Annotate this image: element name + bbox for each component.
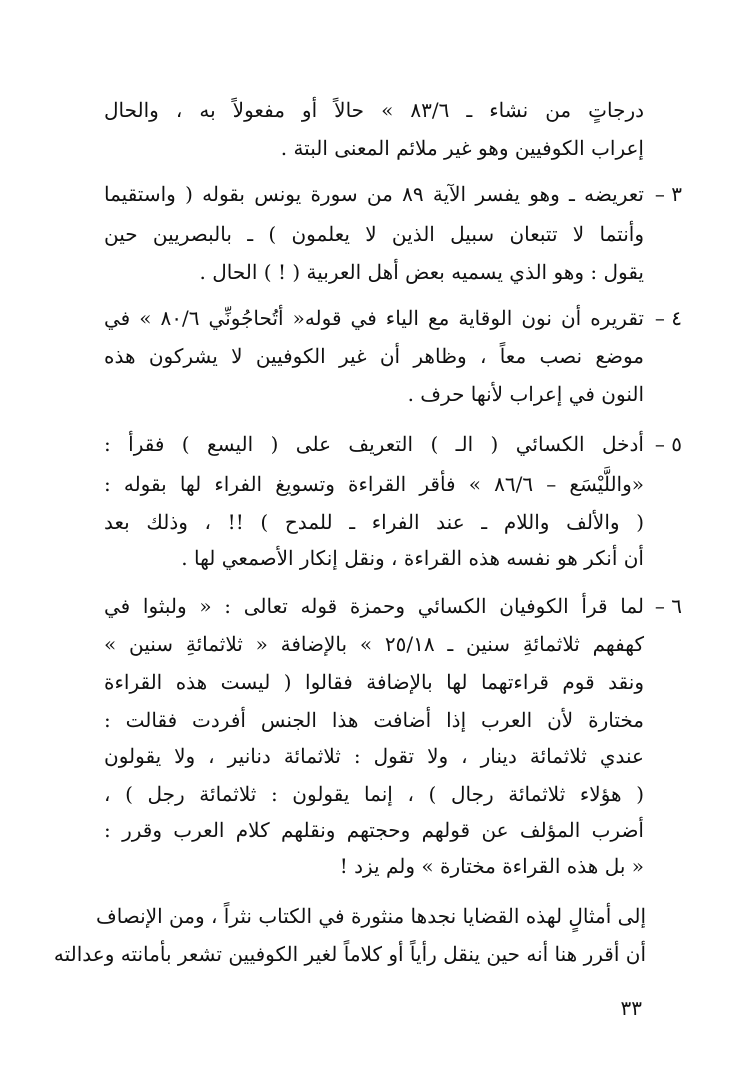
item-6-line-3: ونقد قوم قراءتهما لها بالإضافة فقالوا ( ليست هذه القراءة xyxy=(104,670,645,694)
item-3-line-1: تعريضه ـ وهو يفسر الآية ٨٩ من سورة يونس بقوله ( واستقيما xyxy=(104,182,644,206)
item-4-line-2: موضع نصب معاً ، وظاهر أن غير الكوفيين لا يشركون هذه xyxy=(104,344,644,368)
intro-line-2: إعراب الكوفيين وهو غير ملائم المعنى البتة . xyxy=(280,136,644,160)
item-5-number: ٥ – xyxy=(654,432,682,456)
item-6-number: ٦ – xyxy=(654,594,682,618)
item-3-line-2: وأنتما لا تتبعان سبيل الذين لا يعلمون ) ـ بالبصريين حين xyxy=(104,222,644,246)
item-6-line-5: عندي ثلاثمائة دينار ، ولا تقول : ثلاثمائة دنانير ، ولا يقولون xyxy=(104,744,644,768)
intro-line-1: درجاتٍ من نشاء ـ ٨٣/٦ » حالاً أو مفعولاً به ، والحال xyxy=(104,98,645,122)
item-6-line-8: « بل هذه القراءة مختارة » ولم يزد ! xyxy=(339,854,644,878)
item-4-line-3: النون في إعراب لأنها حرف . xyxy=(407,382,644,406)
page-number: ٣٣ xyxy=(620,996,642,1020)
item-5-line-4: أن أنكر هو نفسه هذه القراءة ، ونقل إنكار الأصمعي لها . xyxy=(181,546,644,570)
item-4-line-1: تقريره أن نون الوقاية مع الياء في قوله« أتُحاجُونِّي ٨٠/٦ » في xyxy=(104,306,645,330)
item-6-line-7: أضرب المؤلف عن قولهم وحجتهم ونقلهم كلام العرب وقرر : xyxy=(104,818,644,842)
item-5-line-1: أدخل الكسائي ( الـ ) التعريف على ( اليسع ) فقرأ : xyxy=(104,432,644,456)
item-6-line-2: كهفهم ثلاثمائةِ سنين ـ ٢٥/١٨ » بالإضافة « ثلاثمائةِ سنين » xyxy=(104,632,644,656)
closing-line-1: إلى أمثالٍ لهذه القضايا نجدها منثورة في الكتاب نثراً ، ومن الإنصاف xyxy=(95,904,646,928)
item-3-number: ٣ – xyxy=(654,182,682,206)
item-6-line-4: مختارة لأن العرب إذا أضافت هذا الجنس أفردت فقالت : xyxy=(104,708,644,732)
item-5-line-3: ( والألف واللام ـ عند الفراء ـ للمدح ) !! ، وذلك بعد xyxy=(104,510,644,534)
item-5-line-2: «واللَّيْسَع – ٨٦/٦ » فأقر القراءة وتسويغ الفراء لها بقوله : xyxy=(104,472,645,496)
item-3-line-3: يقول : وهو الذي يسميه بعض أهل العربية ( ! ) الحال . xyxy=(199,260,644,284)
closing-line-2: أن أقرر هنا أنه حين ينقل رأياً أو كلاماً لغير الكوفيين تشعر بأمانته وعدالته xyxy=(53,942,646,966)
item-6-line-1: لما قرأ الكوفيان الكسائي وحمزة قوله تعالى : « ولبثوا في xyxy=(104,594,644,618)
item-6-line-6: ( هؤلاء ثلاثمائة رجال ) ، إنما يقولون : ثلاثمائة رجل ) ، xyxy=(104,782,644,806)
item-4-number: ٤ – xyxy=(654,306,682,330)
